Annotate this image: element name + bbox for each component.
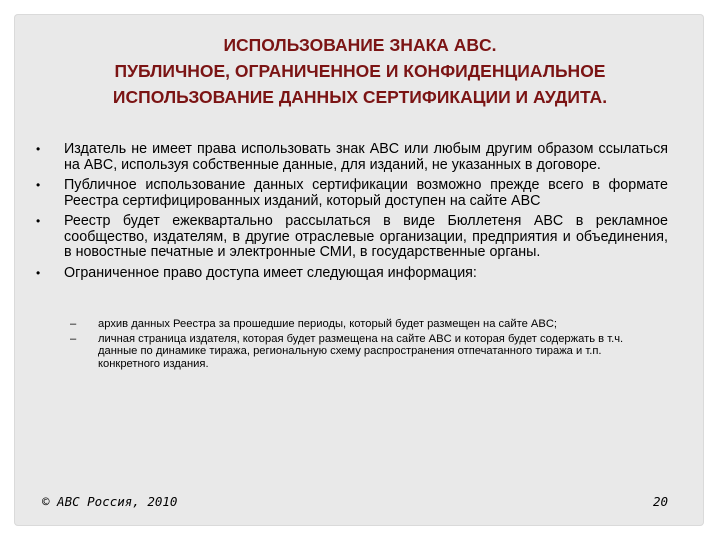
- footer-copyright: © ABC Россия, 2010: [42, 494, 178, 509]
- dash-icon: –: [70, 332, 77, 345]
- bullet-text: Издатель не имеет права использовать знак ABC или любым другим образом ссылаться на ABC, используя собственные данные, для изданий, не указанных в договоре.: [64, 141, 668, 173]
- bullet-text: Реестр будет ежеквартально рассылаться в виде Бюллетеня ABC в рекламное сообщество, издателям, в другие отраслевые организации, предприятия и объединения, в новостные печатные и электронные СМИ, в государственные органы.: [64, 213, 668, 260]
- bullet-list: [36, 142, 668, 286]
- list-item: [36, 142, 668, 173]
- list-item: [36, 214, 668, 261]
- bullet-text: Публичное использование данных сертификации возможно прежде всего в формате Реестра сертифицированных изданий, который доступен на сайте ABC: [64, 177, 668, 209]
- bullet-text: Ограниченное право доступа имеет следующая информация:: [64, 264, 477, 281]
- title-line-2: ПУБЛИЧНОЕ, ОГРАНИЧЕННОЕ И КОНФИДЕНЦИАЛЬНОЕ: [114, 61, 606, 81]
- sub-list: [70, 318, 660, 372]
- sub-list-item: [70, 333, 660, 371]
- sub-list-item: [70, 318, 660, 331]
- dash-icon: –: [70, 318, 77, 330]
- sub-item-text: личная страница издателя, которая будет размещена на сайте ABC и которая будет содержать в т.ч. данные по динамике тиража, региональную схему распространения отпечатанного тиража и т.п. конкретного издания.: [98, 332, 624, 370]
- bullet-icon: •: [36, 178, 41, 192]
- bullet-icon: •: [36, 265, 41, 280]
- slide-title: [40, 32, 680, 110]
- sub-item-text: архив данных Реестра за прошедшие периоды, который будет размещен на сайте ABC;: [98, 318, 558, 330]
- list-item: [36, 266, 668, 282]
- title-line-1: ИСПОЛЬЗОВАНИЕ ЗНАКА ABC.: [223, 35, 497, 55]
- title-line-3: ИСПОЛЬЗОВАНИЕ ДАННЫХ СЕРТИФИКАЦИИ И АУДИТА.: [112, 87, 608, 107]
- page-number: 20: [652, 494, 668, 509]
- bullet-icon: •: [36, 142, 41, 156]
- list-item: [36, 178, 668, 209]
- bullet-icon: •: [36, 214, 41, 228]
